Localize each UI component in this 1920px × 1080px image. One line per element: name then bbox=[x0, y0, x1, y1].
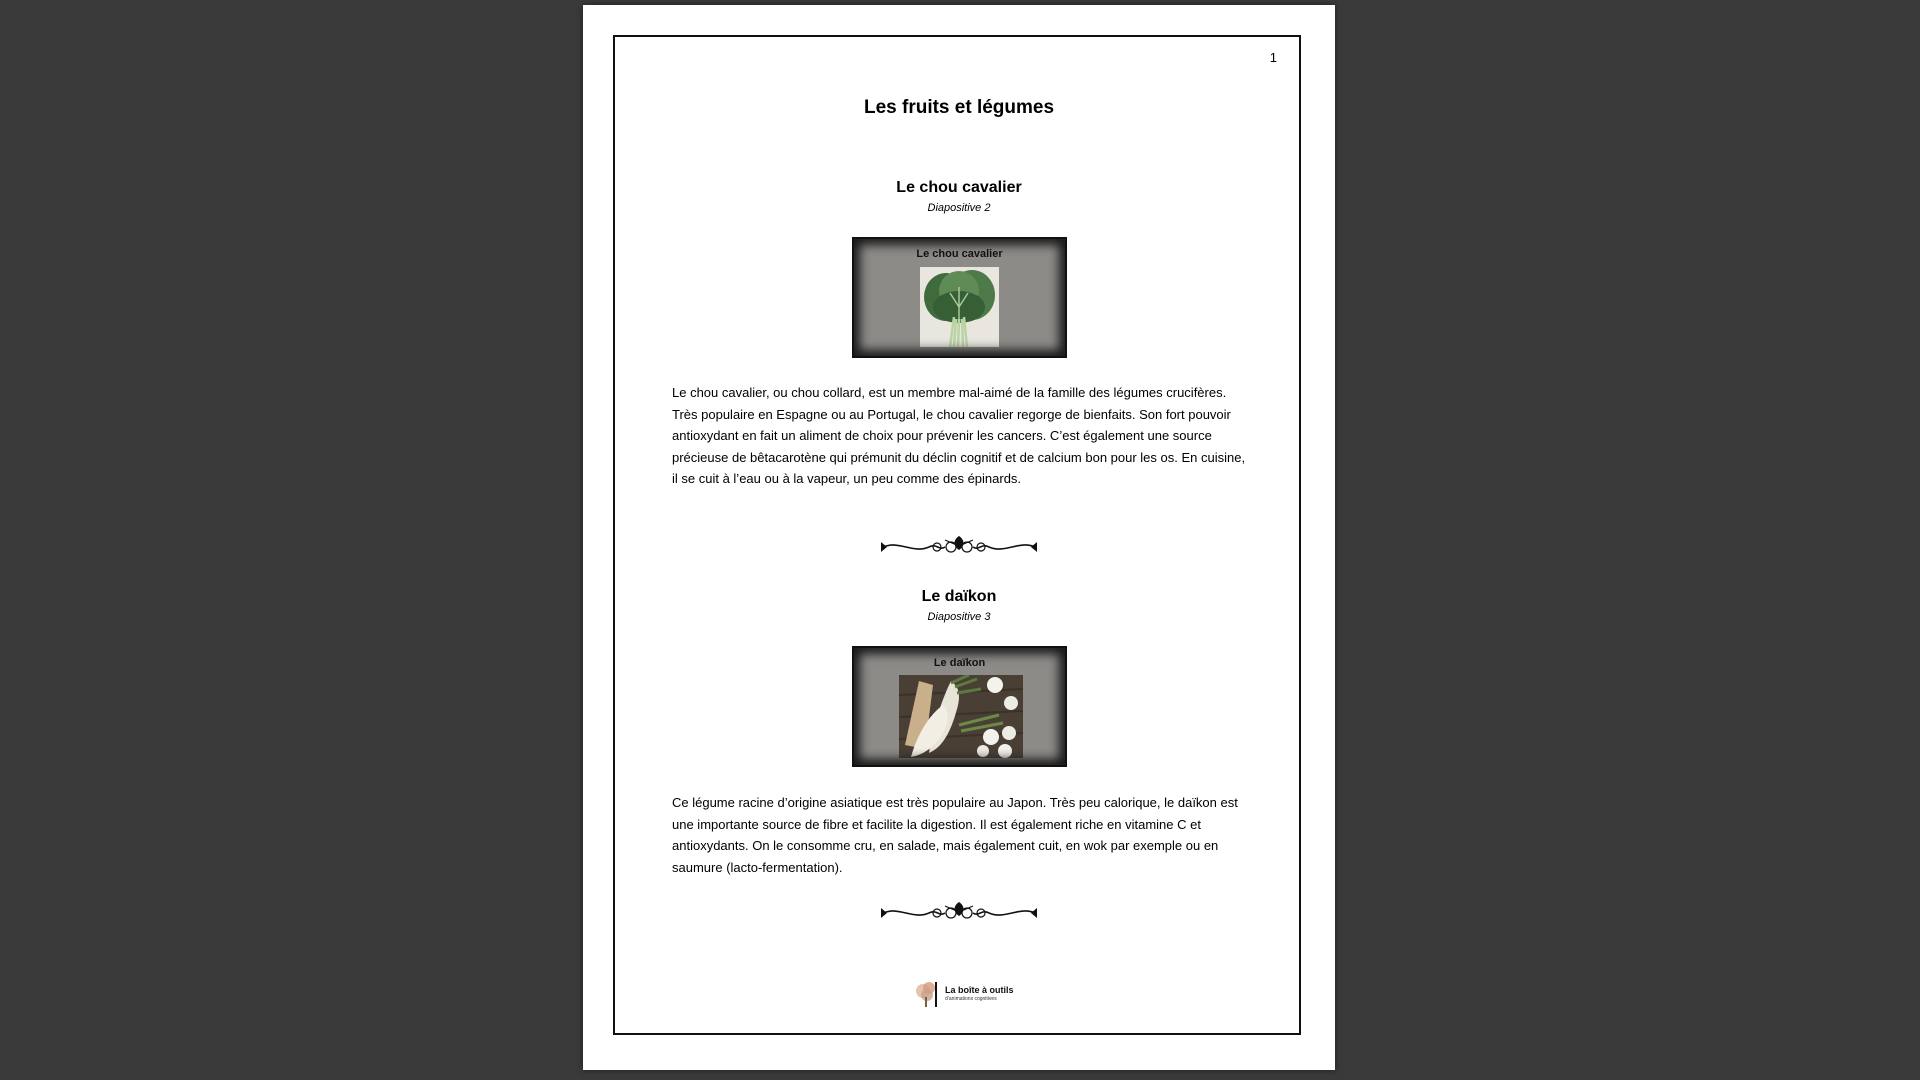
slide-thumbnail-chou-cavalier bbox=[852, 237, 1067, 358]
ornament-divider bbox=[879, 898, 1039, 928]
document-title: Les fruits et légumes bbox=[863, 97, 1055, 118]
slide-reference-2: Diapositive 2 bbox=[927, 202, 991, 214]
page-number: 1 bbox=[1269, 50, 1277, 65]
slide-caption: Le daïkon bbox=[933, 657, 986, 669]
ornament-divider bbox=[879, 532, 1039, 562]
collard-greens-photo bbox=[920, 267, 999, 347]
footer-logo bbox=[913, 979, 1013, 1009]
logo-title: La boîte à outils bbox=[945, 985, 1014, 995]
logo-subtitle: d’animations cognitives bbox=[945, 996, 997, 1002]
slide-caption: Le chou cavalier bbox=[916, 248, 1003, 260]
tree-logo-icon bbox=[913, 979, 941, 1009]
section-heading-chou-cavalier: Le chou cavalier bbox=[896, 179, 1022, 196]
section-body-chou-cavalier: Le chou cavalier, ou chou collard, est un membre mal-aimé de la famille des légumes crucifères. Très populaire en Espagne ou au Portugal, le chou cavalier regorge de bienfaits. Son fort pouvoir antioxydant en fait un aliment de choix pour prévenir les cancers. C’est également une source précieuse de bêtacarotène qui prémunit du déclin cognitif et de calcium bon pour les os. En cuisine, il se cuit à l’eau ou à la vapeur, un peu comme des épinards. bbox=[672, 385, 1246, 486]
daikon-photo bbox=[899, 675, 1023, 758]
section-heading-daikon: Le daïkon bbox=[921, 588, 997, 605]
document-page bbox=[583, 5, 1335, 1070]
slide-thumbnail-daikon bbox=[852, 646, 1067, 767]
slide-reference-3: Diapositive 3 bbox=[927, 611, 991, 623]
section-body-daikon: Ce légume racine d’origine asiatique est très populaire au Japon. Très peu calorique, le daïkon est une importante source de fibre et facilite la digestion. Il est également riche en vitamine C et antioxydants. On le consomme cru, en salade, mais également cuit, en wok par exemple ou en saumure (lacto-fermentation). bbox=[672, 795, 1238, 875]
